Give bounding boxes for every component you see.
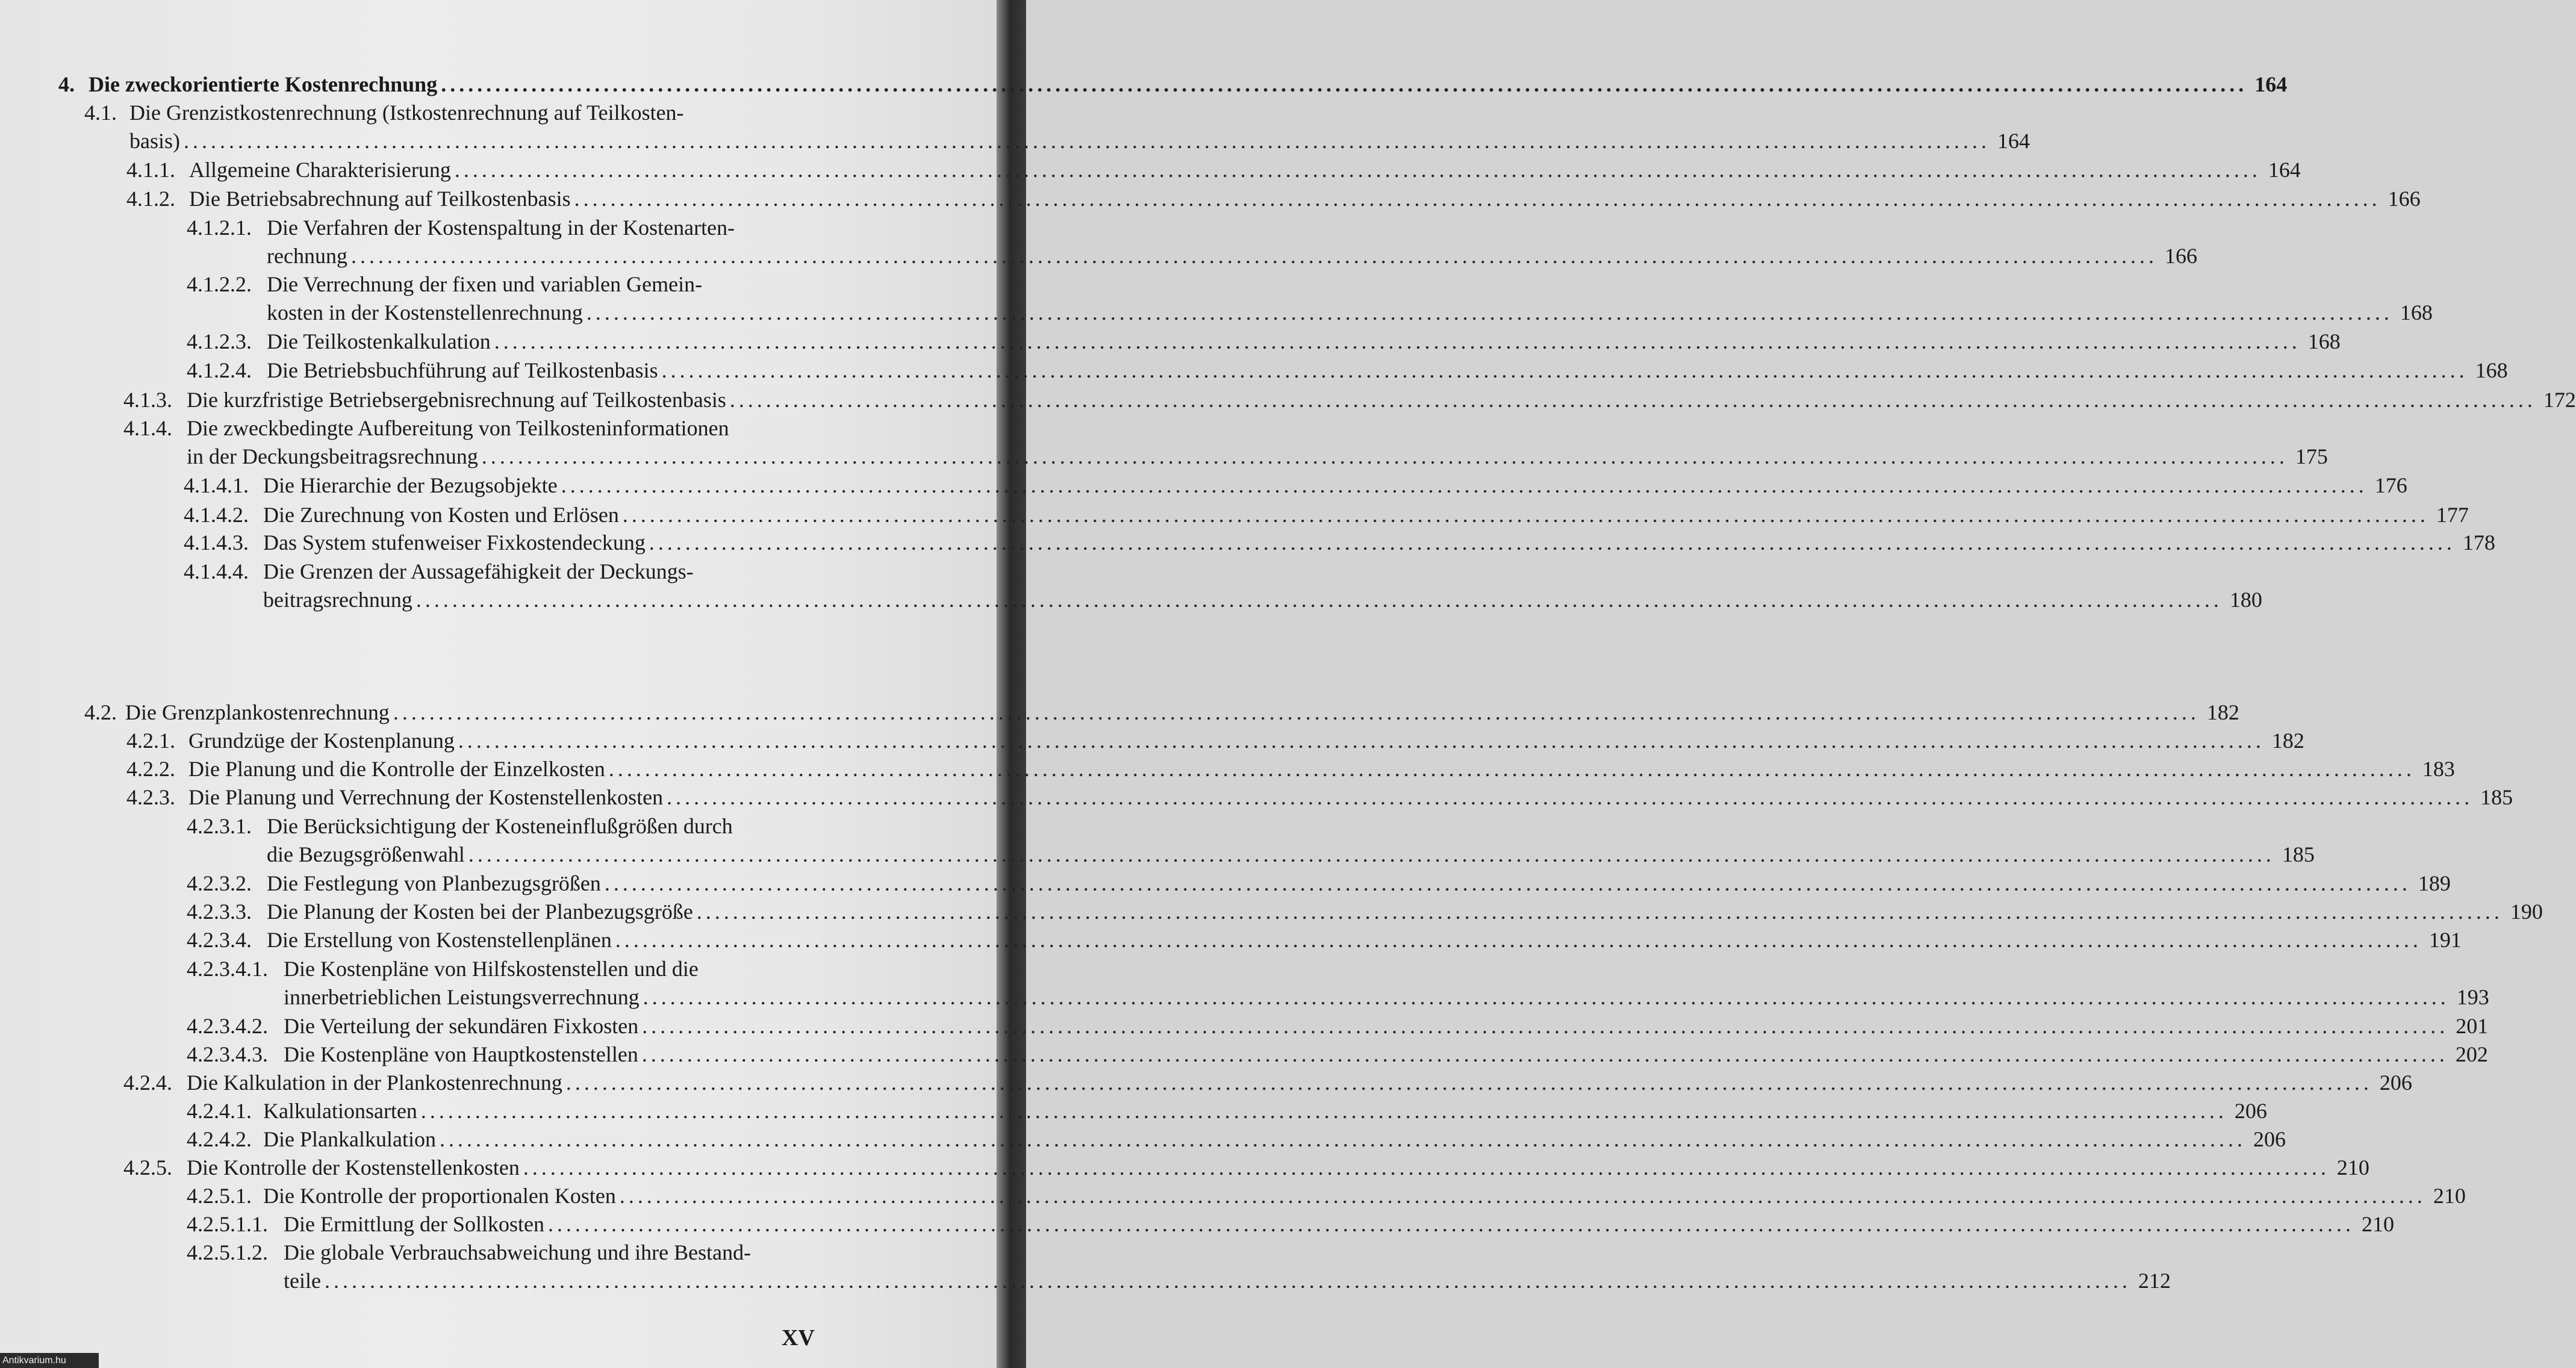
toc-page-number: 185 bbox=[2480, 785, 2513, 809]
dot-leader: ........................................................................................................................................................................................................ bbox=[393, 700, 2200, 724]
dot-leader: ........................................................................................................................................................................................................ bbox=[523, 1155, 2330, 1180]
toc-entry-title: Die kurzfristige Betriebsergebnisrechnung auf Teilkostenbasis bbox=[187, 388, 726, 412]
dot-leader: ........................................................................................................................................................................................................ bbox=[324, 1269, 2131, 1293]
toc-entry-title: Die Verrechnung der fixen und variablen Gemein- bbox=[267, 272, 703, 296]
toc-page-number: 168 bbox=[2307, 329, 2341, 353]
toc-entry-title: Allgemeine Charakterisierung bbox=[189, 158, 451, 182]
toc-entry-number: 4.1.4.4. bbox=[184, 559, 249, 583]
toc-page-number: 201 bbox=[2456, 1014, 2489, 1038]
toc-page-number: 210 bbox=[2336, 1155, 2369, 1180]
toc-page-number: 191 bbox=[2428, 928, 2462, 952]
toc-entry-number: 4.2. bbox=[84, 700, 117, 724]
toc-entry-title: Die Kontrolle der proportionalen Kosten bbox=[263, 1184, 616, 1208]
toc-entry-title: Die Kostenpläne von Hauptkostenstellen bbox=[284, 1042, 638, 1066]
toc-entry-title: Die Planung der Kosten bei der Planbezugsgröße bbox=[267, 900, 693, 924]
toc-entry-number: 4.1.4.3. bbox=[184, 530, 249, 555]
toc-page-number: 206 bbox=[2253, 1127, 2286, 1151]
toc-entry-title: Die Kalkulation in der Plankostenrechnung bbox=[187, 1071, 562, 1095]
toc-page-number: 190 bbox=[2510, 900, 2543, 924]
dot-leader: ........................................................................................................................................................................................................ bbox=[642, 1014, 2449, 1038]
toc-entry-number: 4.1.1. bbox=[126, 158, 175, 182]
toc-entry-number: 4. bbox=[58, 72, 75, 96]
toc-page-number: 182 bbox=[2206, 700, 2239, 724]
toc-entry-number: 4.2.3. bbox=[126, 785, 175, 809]
toc-entry-number: 4.2.4. bbox=[123, 1071, 172, 1095]
toc-entry-title: basis) bbox=[129, 129, 180, 153]
toc-entry-title: die Bezugsgrößenwahl bbox=[267, 842, 465, 866]
dot-leader: ........................................................................................................................................................................................................ bbox=[696, 900, 2503, 924]
dot-leader: ........................................................................................................................................................................................................ bbox=[468, 842, 2275, 866]
dot-leader: ........................................................................................................................................................................................................ bbox=[608, 757, 2415, 781]
toc-entry-title: Die zweckorientierte Kostenrechnung bbox=[89, 72, 438, 96]
toc-entry-title: Die Kostenpläne von Hilfskostenstellen und die bbox=[284, 957, 698, 981]
toc-entry-title: Die Planung und die Kontrolle der Einzelkosten bbox=[188, 757, 605, 781]
toc-entry-number: 4.2.3.3. bbox=[187, 900, 252, 924]
toc-page-number: 212 bbox=[2138, 1269, 2171, 1293]
toc-entry-number: 4.1.4.1. bbox=[184, 473, 249, 497]
dot-leader: ........................................................................................................................................................................................................ bbox=[494, 329, 2301, 353]
toc-page-number: 193 bbox=[2456, 985, 2489, 1009]
page-number-footer: XV bbox=[782, 1325, 815, 1351]
dot-leader: ........................................................................................................................................................................................................ bbox=[622, 503, 2429, 527]
toc-page-number: 168 bbox=[2400, 300, 2433, 325]
toc-entry-title: Kalkulationsarten bbox=[263, 1099, 417, 1123]
toc-entry-number: 4.2.3.4.1. bbox=[187, 957, 268, 981]
toc-entry-title: Die Plankalkulation bbox=[263, 1127, 436, 1151]
toc-entry-title: Die Teilkostenkalkulation bbox=[267, 329, 491, 353]
toc-entry-number: 4.2.3.4. bbox=[187, 928, 252, 952]
dot-leader: ........................................................................................................................................................................................................ bbox=[458, 729, 2265, 753]
dot-leader: ........................................................................................................................................................................................................ bbox=[649, 530, 2456, 555]
toc-entry-number: 4.2.4.2. bbox=[187, 1127, 252, 1151]
toc-page-number: 183 bbox=[2422, 757, 2455, 781]
toc-entry-title: Die Zurechnung von Kosten und Erlösen bbox=[263, 503, 619, 527]
toc-entry-number: 4.2.5. bbox=[123, 1155, 172, 1180]
toc-page-number: 178 bbox=[2462, 530, 2495, 555]
dot-leader: ........................................................................................................................................................................................................ bbox=[604, 871, 2411, 895]
toc-entry-title: Die Betriebsabrechnung auf Teilkostenbasis bbox=[189, 187, 571, 211]
toc-entry-title: Die Festlegung von Planbezugsgrößen bbox=[267, 871, 601, 895]
dot-leader: ........................................................................................................................................................................................................ bbox=[454, 158, 2261, 182]
toc-entry-title: Die globale Verbrauchsabweichung und ihre Bestand- bbox=[284, 1240, 751, 1264]
dot-leader: ........................................................................................................................................................................................................ bbox=[667, 785, 2474, 809]
toc-entry-title: Die Verfahren der Kostenspaltung in der Kostenarten- bbox=[267, 216, 735, 240]
toc-page-number: 177 bbox=[2436, 503, 2469, 527]
toc-entry-title: Grundzüge der Kostenplanung bbox=[188, 729, 455, 753]
dot-leader: ........................................................................................................................................................................................................ bbox=[350, 244, 2158, 268]
toc-entry-title: Die zweckbedingte Aufbereitung von Teilkosteninformationen bbox=[187, 416, 729, 440]
toc-page-number: 166 bbox=[2388, 187, 2421, 211]
toc-entry-title: innerbetrieblichen Leistungsverrechnung bbox=[284, 985, 639, 1009]
toc-page-number: 166 bbox=[2164, 244, 2197, 268]
toc-entry-title: Die Erstellung von Kostenstellenplänen bbox=[267, 928, 612, 952]
dot-leader: ........................................................................................................................................................................................................ bbox=[615, 928, 2422, 952]
toc-entry-title: Die Grenzen der Aussagefähigkeit der Deckungs- bbox=[263, 559, 694, 583]
toc-page-number: 189 bbox=[2418, 871, 2451, 895]
toc-page-number: 164 bbox=[2268, 158, 2301, 182]
toc-entry-number: 4.2.3.2. bbox=[187, 871, 252, 895]
watermark: Antikvarium.hu bbox=[0, 1353, 99, 1368]
dot-leader: ........................................................................................................................................................................................................ bbox=[642, 985, 2450, 1009]
toc-page-number: 172 bbox=[2543, 388, 2576, 412]
toc-entry-number: 4.1.2.3. bbox=[187, 329, 252, 353]
toc-entry-number: 4.1. bbox=[84, 101, 117, 125]
dot-leader: ........................................................................................................................................................................................................ bbox=[184, 129, 1990, 153]
toc-page-number: 164 bbox=[2254, 72, 2288, 96]
dot-leader: ........................................................................................................................................................................................................ bbox=[619, 1184, 2426, 1208]
toc-entry-number: 4.1.4.2. bbox=[184, 503, 249, 527]
toc-entry-number: 4.2.5.1. bbox=[187, 1184, 252, 1208]
toc-page-number: 185 bbox=[2282, 842, 2315, 866]
toc-entry-number: 4.1.2.1. bbox=[187, 216, 252, 240]
toc-entry-title: Die Ermittlung der Sollkosten bbox=[284, 1212, 544, 1236]
toc-page-number: 202 bbox=[2455, 1042, 2488, 1066]
toc-entry-number: 4.2.5.1.2. bbox=[187, 1240, 268, 1264]
toc-entry-number: 4.2.5.1.1. bbox=[187, 1212, 268, 1236]
toc-entry-number: 4.1.2. bbox=[126, 187, 175, 211]
toc-page-number: 206 bbox=[2379, 1071, 2412, 1095]
dot-leader: ........................................................................................................................................................................................................ bbox=[661, 358, 2468, 382]
toc-entry-title: Das System stufenweiser Fixkostendeckung bbox=[263, 530, 646, 555]
dot-leader: ........................................................................................................................................................................................................ bbox=[561, 473, 2368, 497]
toc-entry-title: Die Verteilung der sekundären Fixkosten bbox=[284, 1014, 639, 1038]
toc-page-number: 164 bbox=[1997, 129, 2030, 153]
toc-entry-title: kosten in der Kostenstellenrechnung bbox=[267, 300, 583, 325]
toc-entry-number: 4.2.3.4.3. bbox=[187, 1042, 268, 1066]
dot-leader: ........................................................................................................................................................................................................ bbox=[481, 444, 2288, 468]
toc-page-number: 182 bbox=[2271, 729, 2304, 753]
dot-leader: ........................................................................................................................................................................................................ bbox=[574, 187, 2381, 211]
toc-page-number: 180 bbox=[2229, 588, 2262, 612]
toc-entry-title: Die Grenzistkostenrechnung (Istkostenrechnung auf Teilkosten- bbox=[129, 101, 684, 125]
toc-entry-number: 4.1.4. bbox=[123, 416, 172, 440]
toc-entry-title: in der Deckungsbeitragsrechnung bbox=[187, 444, 478, 468]
dot-leader: ........................................................................................................................................................................................................ bbox=[415, 588, 2223, 612]
dot-leader: ........................................................................................................................................................................................................ bbox=[441, 72, 2248, 96]
toc-entry-number: 4.2.1. bbox=[126, 729, 175, 753]
toc-entry-number: 4.1.3. bbox=[123, 388, 172, 412]
toc-page-number: 210 bbox=[2361, 1212, 2394, 1236]
toc-entry-title: teile bbox=[284, 1269, 321, 1293]
toc-page-number: 176 bbox=[2374, 473, 2407, 497]
toc-page-number: 206 bbox=[2234, 1099, 2267, 1123]
dot-leader: ........................................................................................................................................................................................................ bbox=[565, 1071, 2372, 1095]
toc-entry-title: beitragsrechnung bbox=[263, 588, 412, 612]
toc-page-number: 168 bbox=[2475, 358, 2508, 382]
toc-page-number: 210 bbox=[2433, 1184, 2466, 1208]
toc-entry-number: 4.2.3.4.2. bbox=[187, 1014, 268, 1038]
dot-leader: ........................................................................................................................................................................................................ bbox=[729, 388, 2536, 412]
dot-leader: ........................................................................................................................................................................................................ bbox=[586, 300, 2393, 325]
toc-entry-title: Die Betriebsbuchführung auf Teilkostenbasis bbox=[267, 358, 658, 382]
toc-entry-title: Die Planung und Verrechnung der Kostenstellenkosten bbox=[188, 785, 664, 809]
toc-entry-number: 4.2.3.1. bbox=[187, 814, 252, 838]
toc-entry-number: 4.1.2.2. bbox=[187, 272, 252, 296]
dot-leader: ........................................................................................................................................................................................................ bbox=[439, 1127, 2246, 1151]
toc-entry-title: Die Berücksichtigung der Kosteneinflußgrößen durch bbox=[267, 814, 733, 838]
toc-entry-number: 4.1.2.4. bbox=[187, 358, 252, 382]
toc-entry-title: Die Grenzplankostenrechnung bbox=[125, 700, 390, 724]
toc-page-number: 175 bbox=[2295, 444, 2328, 468]
toc-entry-title: Die Hierarchie der Bezugsobjekte bbox=[263, 473, 558, 497]
toc-entry-title: rechnung bbox=[267, 244, 347, 268]
dot-leader: ........................................................................................................................................................................................................ bbox=[641, 1042, 2448, 1066]
dot-leader: ........................................................................................................................................................................................................ bbox=[420, 1099, 2227, 1123]
toc-entry-number: 4.2.2. bbox=[126, 757, 175, 781]
toc-entry-title: Die Kontrolle der Kostenstellenkosten bbox=[187, 1155, 520, 1180]
dot-leader: ........................................................................................................................................................................................................ bbox=[547, 1212, 2354, 1236]
toc-entry-number: 4.2.4.1. bbox=[187, 1099, 252, 1123]
